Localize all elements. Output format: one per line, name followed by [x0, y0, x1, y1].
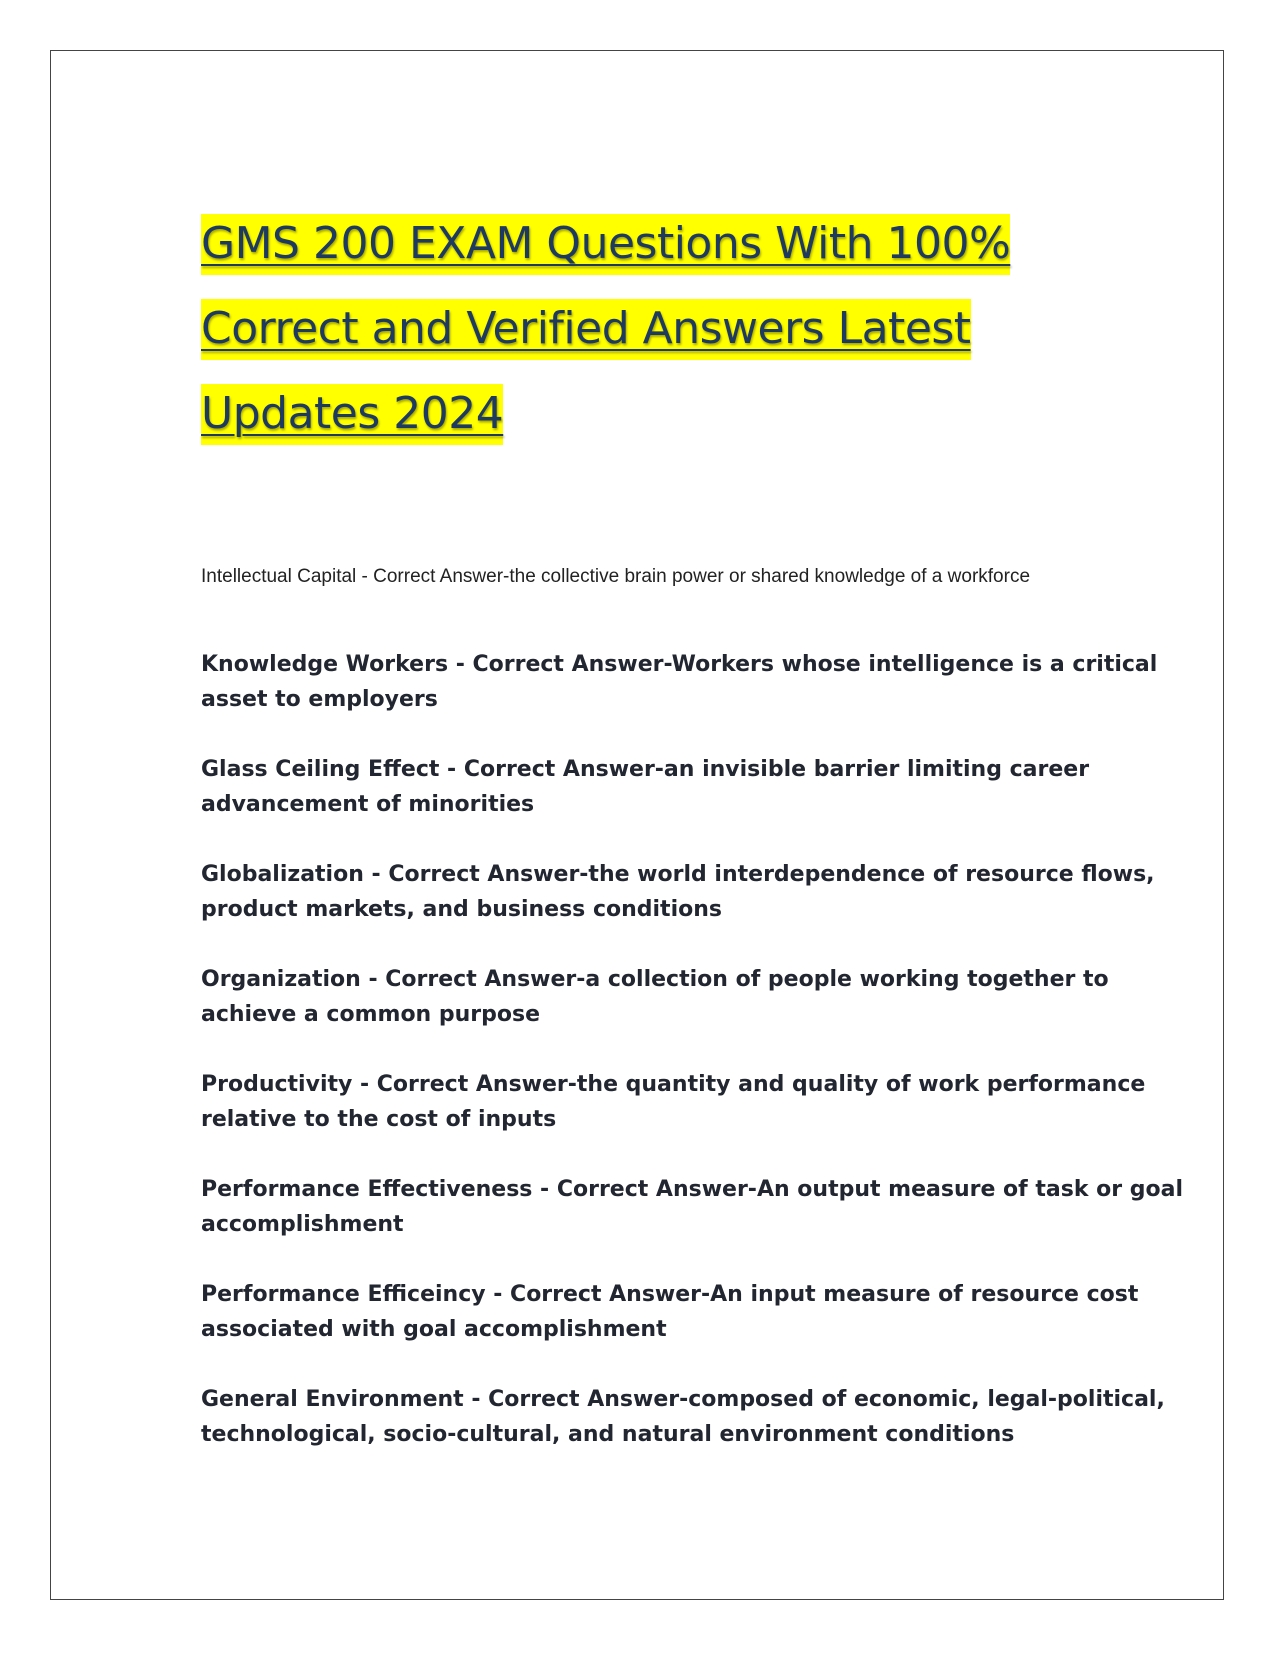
qa-item: Performance Effectiveness - Correct Answer-An output measure of task or goal accomplishment — [201, 1177, 1184, 1237]
title-line-1: GMS 200 EXAM Questions With 100% — [201, 214, 1010, 275]
qa-item: Productivity - Correct Answer-the quantity and quality of work performance relative to the cost of inputs — [201, 1072, 1146, 1132]
qa-item: Globalization - Correct Answer-the world interdependence of resource flows, product markets, and business conditions — [201, 862, 1155, 922]
title-line-2: Correct and Verified Answers Latest — [201, 299, 971, 360]
qa-item: General Environment - Correct Answer-composed of economic, legal-political, technological, socio-cultural, and natural environment conditions — [201, 1387, 1165, 1447]
intro-definition: Intellectual Capital - Correct Answer-the collective brain power or shared knowledge of a workforce — [201, 566, 1031, 587]
qa-item: Glass Ceiling Effect - Correct Answer-an invisible barrier limiting career advancement of minorities — [201, 757, 1090, 817]
document-title — [201, 201, 1191, 456]
qa-item: Knowledge Workers - Correct Answer-Workers whose intelligence is a critical asset to employers — [201, 652, 1158, 712]
title-line-3: Updates 2024 — [201, 384, 503, 445]
qa-list — [201, 647, 1191, 1487]
qa-item: Performance Efficeincy - Correct Answer-An input measure of resource cost associated with goal accomplishment — [201, 1282, 1139, 1342]
qa-item: Organization - Correct Answer-a collection of people working together to achieve a common purpose — [201, 967, 1109, 1027]
page-frame — [50, 50, 1224, 1600]
